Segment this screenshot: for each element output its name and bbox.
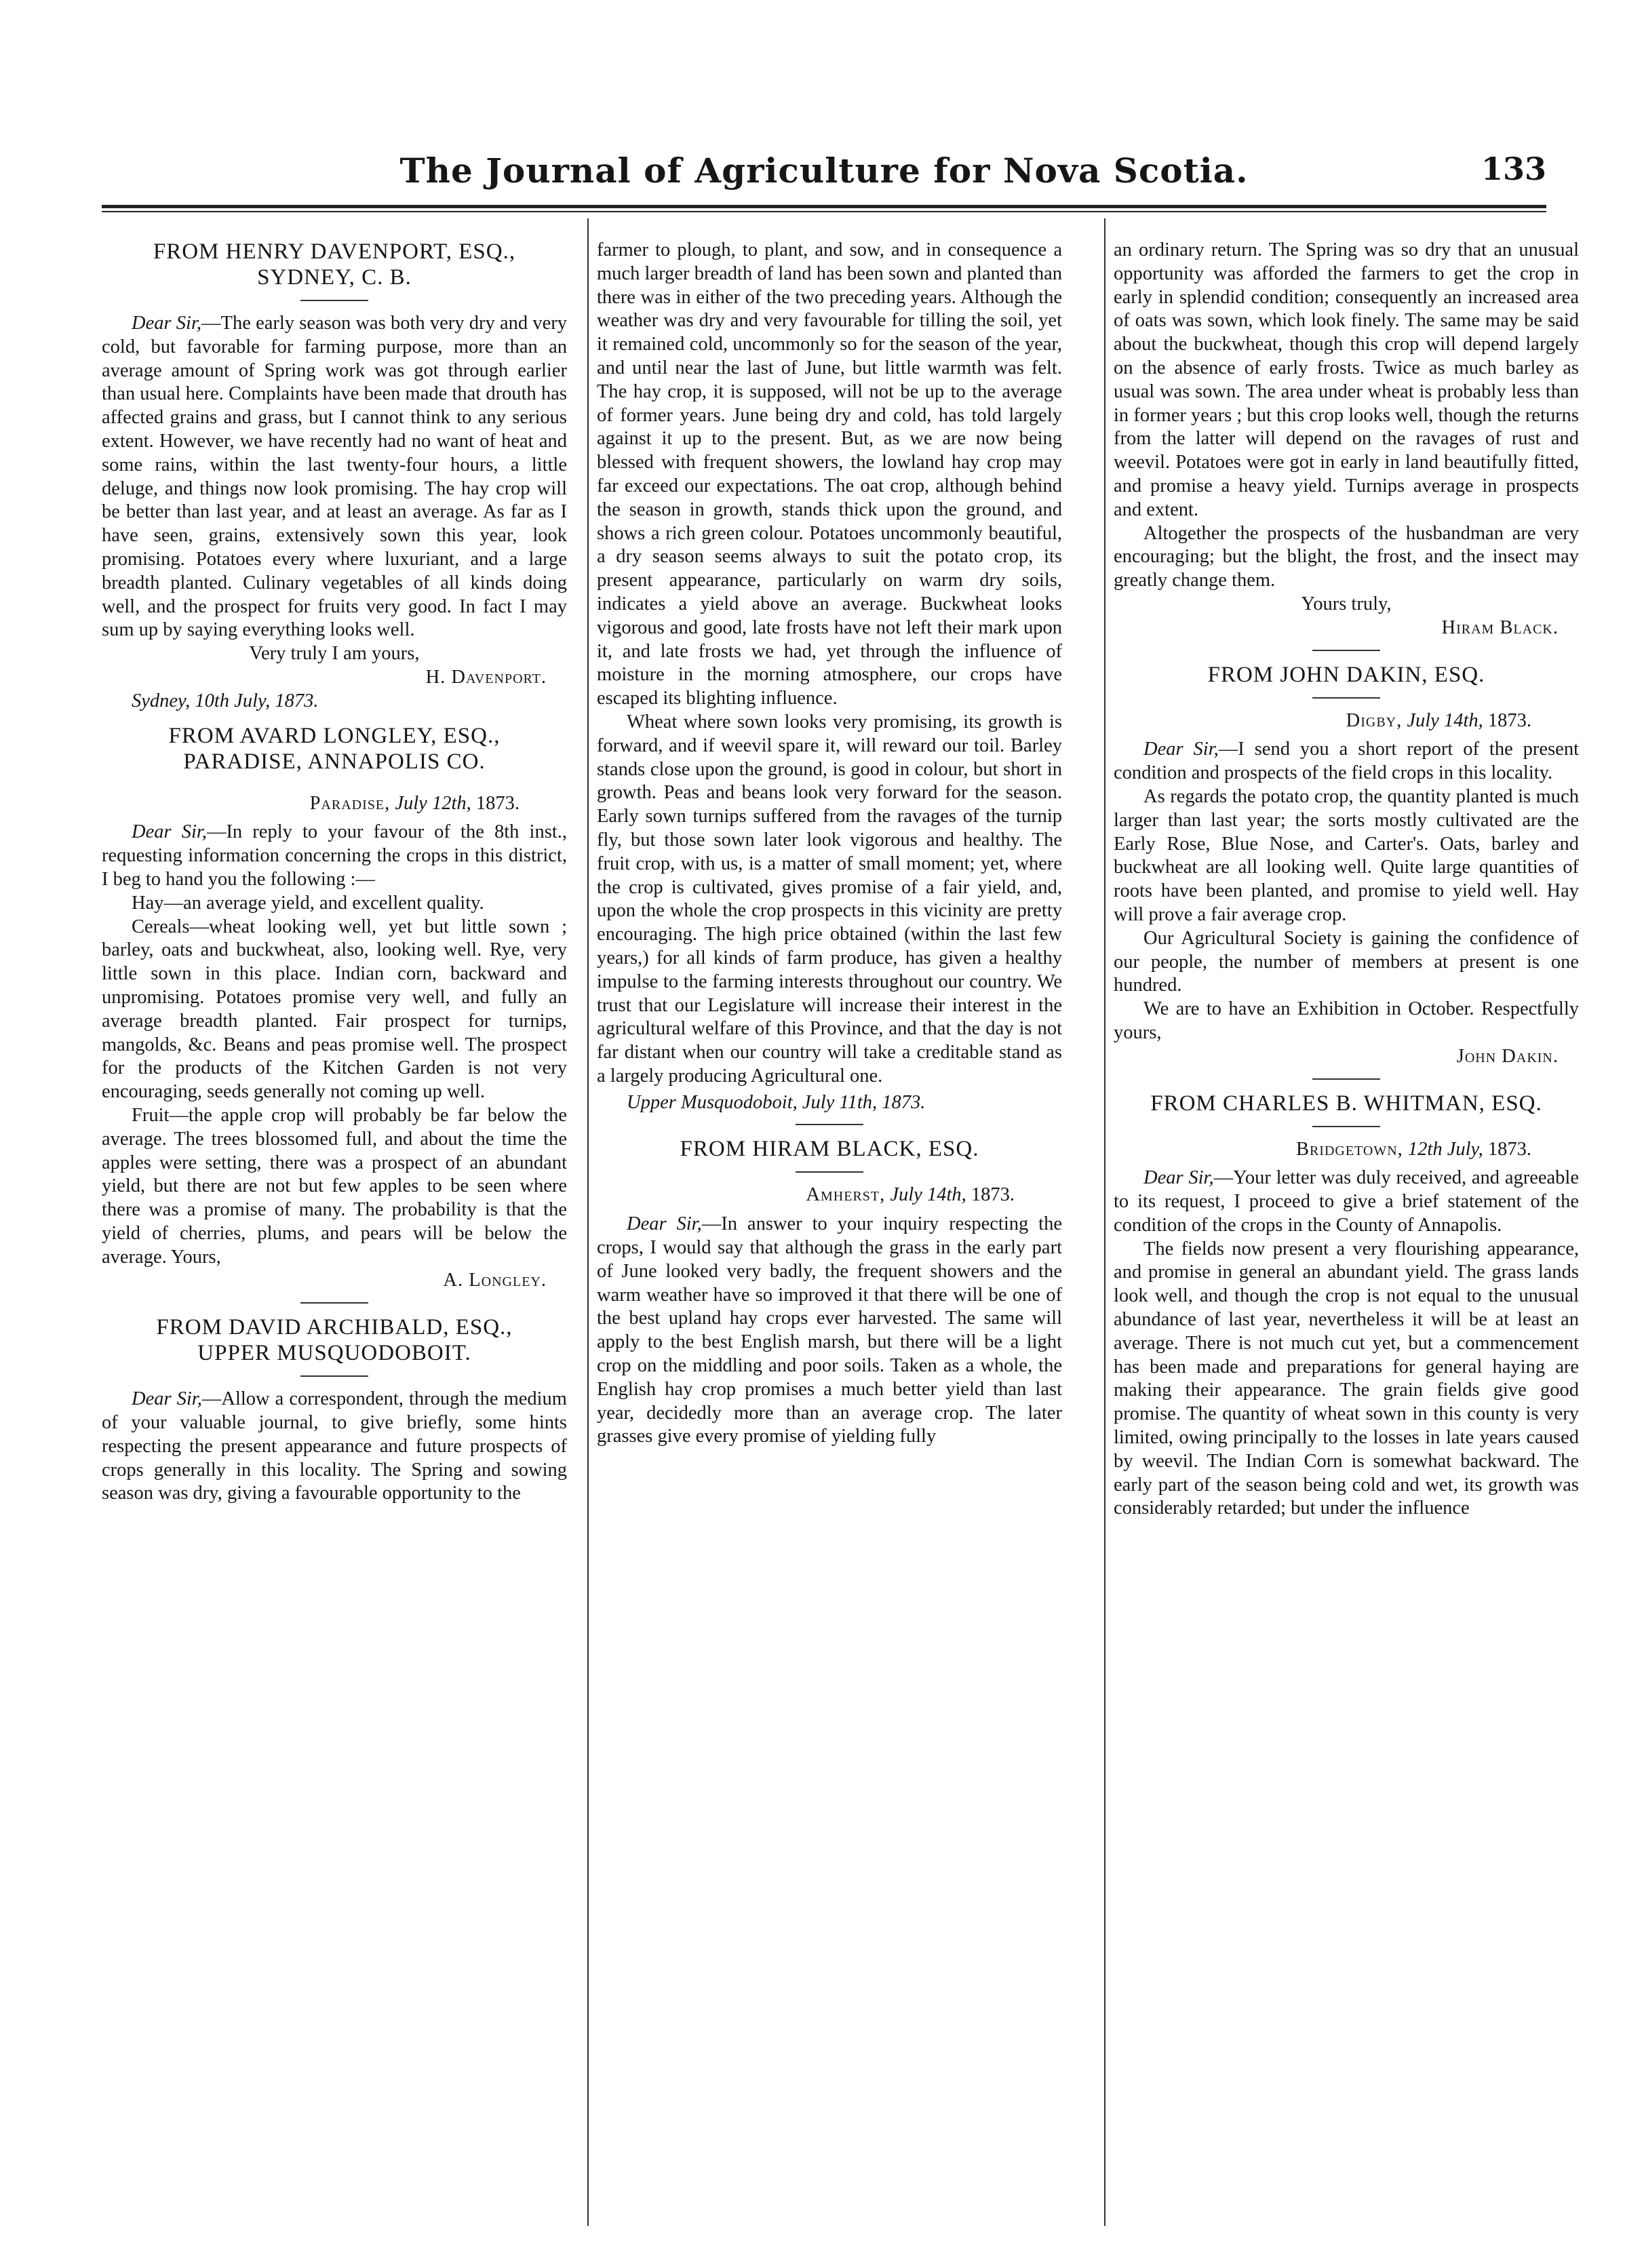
column-2 [597, 239, 1062, 2219]
short-rule [1312, 650, 1380, 651]
letter-paragraph: farmer to plough, to plant, and sow, and in consequence a much larger breadth of land has been sown and planted than there was in either of the two preceding years. Although the weather was dry and very favourable for tilling the soil, yet it remained cold, uncommonly so for the season of the year, and until near the last of June, but little warmth was felt. The hay crop, it is supposed, will not be up to the average of former years. June being dry and cold, has told largely against it up to the present. But, as we are now being blessed with frequent showers, the lowland hay crop may far exceed our expectations. The oat crop, although behind the season in growth, stands thick upon the ground, and shows a rich green colour. Potatoes uncommonly beautiful, a dry season seems always to suit the potato crop, its present appearance, particularly on warm dry soils, indicates a yield above an average. Buckwheat looks vigorous and good, late frosts have not left their mark upon it, and late frosts we had, yet through the influence of moisture in the morning atmosphere, our crops have escaped its blighting influence. [597, 239, 1062, 709]
letter-paragraph [102, 1388, 567, 1506]
letter-paragraph: Our Agricultural Society is gaining the confidence of our people, the number of members at present is one hundred. [1114, 927, 1579, 996]
letter-paragraph: Wheat where sown looks very promising, its growth is forward, and if weevil spare it, will reward our toil. Barley stands close upon the ground, is good in colour, but short in growth. Peas and beans look very forward for the season. Early sown turnips suffered from the ravages of the turnip fly, but those sown later look vigorous and healthy. The fruit crop, with us, is a matter of small moment; yet, where the crop is cultivated, gives promise of a fair yield, and, upon the whole the crop prospects in this vicinity are pretty encouraging. The high price obtained (within the last few years,) for all kinds of farm produce, has given a healthy impulse to the farming interests throughout our country. We trust that our Legislature will increase their interest in the agricultural welfare of this Province, and that the day is not far distant when our country will take a creditable stand as a largely producing Agricultural one. [597, 711, 1062, 1087]
short-rule [796, 1171, 863, 1173]
letter-heading: FROM HENRY DAVENPORT, ESQ., [153, 239, 516, 264]
short-rule [300, 300, 368, 301]
column-3 [1114, 239, 1579, 2219]
dateline-place: Paradise, [309, 792, 391, 814]
column-separator-2 [1104, 218, 1105, 2226]
closing: Yours truly, [1301, 593, 1392, 614]
letter-heading: FROM CHARLES B. WHITMAN, ESQ. [1150, 1091, 1542, 1116]
signature: Hiram Black. [1441, 617, 1559, 638]
letter-text: —Allow a correspondent, through the medium of your valuable journal, to give briefly, some hints respecting the present appearance and future prospects of crops generally in this locality. The Spring and sowing season was dry, giving a favourable opportunity to the [102, 1388, 567, 1504]
dateline-year: 1873. [475, 792, 520, 814]
dateline-year: 1873. [1487, 1138, 1531, 1160]
signature: John Dakin. [1456, 1045, 1559, 1067]
signature: H. Davenport. [425, 666, 547, 688]
closing: Very truly I am yours, [249, 643, 420, 665]
place-date: Sydney, 10th July, 1873. [132, 690, 319, 711]
short-rule [796, 1124, 863, 1125]
column-1 [102, 239, 567, 2219]
salutation: Dear Sir, [132, 1388, 202, 1410]
dateline-year: 1873. [1487, 709, 1531, 731]
letter-text: —In answer to your inquiry respecting the crops, I would say that although the grass in the early part of June looked very badly, the frequent showers and the warm weather have so improved it that there will be one of the best upland hay crops ever harvested. The same will apply to the best English marsh, but there will be a light crop on the middling and poor soils. Taken as a whole, the English hay crop promises a much better yield than last year, decidedly more than an average crop. The later grasses give every promise of yielding fully [597, 1213, 1062, 1447]
page-header [102, 151, 1546, 198]
letter-paragraph [102, 821, 567, 891]
short-rule [300, 1302, 368, 1304]
journal-title: The Journal of Agriculture for Nova Scotia. [399, 151, 1249, 191]
letter-paragraph [597, 1213, 1062, 1449]
letter-heading: FROM AVARD LONGLEY, ESQ., [168, 723, 501, 748]
dateline-date: July 12th, [395, 792, 471, 814]
signature: A. Longley. [443, 1270, 547, 1291]
short-rule [1312, 697, 1380, 699]
dateline-place: Bridgetown, [1295, 1138, 1403, 1160]
letter-text: —Your letter was duly received, and agreeable to its request, I proceed to give a brief statement of the condition of the crops in the County of Annapolis. [1114, 1167, 1579, 1236]
letter-paragraph: We are to have an Exhibition in October. Respectfully yours, [1114, 998, 1579, 1043]
letter-paragraph: Hay—an average yield, and excellent quality. [132, 892, 484, 914]
letter-text: —I send you a short report of the present condition and prospects of the field crops in this locality. [1114, 739, 1579, 784]
dateline [102, 792, 567, 816]
letter-heading-location: PARADISE, ANNAPOLIS CO. [183, 749, 486, 774]
letter-heading: FROM JOHN DAKIN, ESQ. [1207, 662, 1485, 687]
letter-heading-location: UPPER MUSQUODOBOIT. [197, 1341, 471, 1366]
salutation: Dear Sir, [1143, 739, 1219, 760]
letter-paragraph: Altogether the prospects of the husbandman are very encouraging; but the blight, the frost, and the insect may greatly change them. [1114, 522, 1579, 591]
column-separator-1 [587, 218, 589, 2226]
letter-paragraph [1114, 1167, 1579, 1237]
letter-text: —The early season was both very dry and very cold, but favorable for farming purpose, more than an average amount of Spring work was got through earlier than usual here. Complaints have been made that drouth has affected grains and grass, but I cannot think to any serious extent. However, we have recently had no want of heat and some rains, within the last twenty-four hours, a little deluge, and things now look promising. The hay crop will be better than last year, and at least an average. As far as I have seen, grains, extensively sown this year, look promising. Potatoes every where luxuriant, and a large breadth planted. Culinary vegetables of all kinds doing well, and the prospect for fruits very good. In fact I may sum up by saying everything looks well. [102, 313, 567, 641]
letter-paragraph [1114, 738, 1579, 785]
letter-paragraph [102, 312, 567, 642]
dateline [597, 1184, 1062, 1207]
dateline-date: 12th July, [1407, 1138, 1483, 1160]
salutation: Dear Sir, [132, 821, 207, 843]
letter-text: —In reply to your favour of the 8th inst., requesting information concerning the crops in this district, I beg to hand you the following :— [102, 821, 567, 890]
short-rule [300, 1375, 368, 1377]
dateline-date: July 14th, [890, 1184, 966, 1206]
dateline-date: July 14th, [1407, 709, 1483, 731]
short-rule [1312, 1078, 1380, 1080]
salutation: Dear Sir, [627, 1213, 702, 1235]
page-number: 133 [1481, 151, 1546, 187]
letter-paragraph: Cereals—wheat looking well, yet but little sown ; barley, oats and buckwheat, also, looking well. Rye, very little sown in this place. Indian corn, backward and unpromising. Potatoes promise very well, and fully an average breadth planted. Fair prospect for turnips, mangolds, &c. Beans and peas promise well. The prospect for the products of the Kitchen Garden is not very encouraging, seeds generally not coming up well. [102, 916, 567, 1103]
header-rule-thick [102, 205, 1546, 208]
salutation: Dear Sir, [1143, 1167, 1214, 1189]
letter-paragraph: an ordinary return. The Spring was so dry that an unusual opportunity was afforded the farmers to get the crop in early in splendid condition; consequently an increased area of oats was sown, which look finely. The same may be said about the buckwheat, though this crop will depend largely on the absence of early frosts. Twice as much barley as usual was sown. The area under wheat is probably less than in former years ; but this crop looks well, though the returns from the latter will depend on the ravages of rust and weevil. Potatoes were got in early in land beautifully fitted, and promise a heavy yield. Turnips average in prospects and extent. [1114, 239, 1579, 520]
letter-paragraph: Fruit—the apple crop will probably be far below the average. The trees blossomed full, and about the time the apples were setting, there was a prospect of an abundant yield, but there are not but few apples to be seen where there was a promise of many. The probability is that the yield of cherries, plums, and pears will be below the average. Yours, [102, 1104, 567, 1268]
short-rule [1312, 1126, 1380, 1127]
dateline-place: Amherst, [806, 1184, 886, 1206]
place-date: Upper Musquodoboit, July 11th, 1873. [627, 1091, 926, 1113]
salutation: Dear Sir, [132, 313, 202, 334]
header-rule-thin [102, 211, 1546, 212]
dateline-year: 1873. [971, 1184, 1015, 1206]
dateline [1114, 709, 1579, 733]
dateline-place: Digby, [1346, 709, 1403, 731]
letter-heading: FROM DAVID ARCHIBALD, ESQ., [156, 1315, 513, 1340]
letter-heading: FROM HIRAM BLACK, ESQ. [680, 1137, 979, 1162]
letter-paragraph: The fields now present a very flourishing appearance, and promise in general an abundant yield. The grass lands look well, and though the crop is not equal to the unusual abundance of last year, nevertheless it will be at least an average. There is not much cut yet, but a commencement has been made and preparations for general haying are making their appearance. The grain fields give good promise. The quantity of wheat sown in this county is very limited, owing principally to the losses in late years caused by weevil. The Indian Corn is somewhat backward. The early part of the season being cold and wet, its growth was considerably retarded; but under the influence [1114, 1238, 1579, 1519]
dateline [1114, 1138, 1579, 1162]
letter-heading-location: SYDNEY, C. B. [257, 265, 412, 290]
letter-paragraph: As regards the potato crop, the quantity planted is much larger than last year; the sorts mostly cultivated are the Early Rose, Blue Nose, and Carter's. Oats, barley and buckwheat are all looking well. Quite large quantities of roots have been planted, and promise to yield well. Hay will prove a fair average crop. [1114, 785, 1579, 925]
